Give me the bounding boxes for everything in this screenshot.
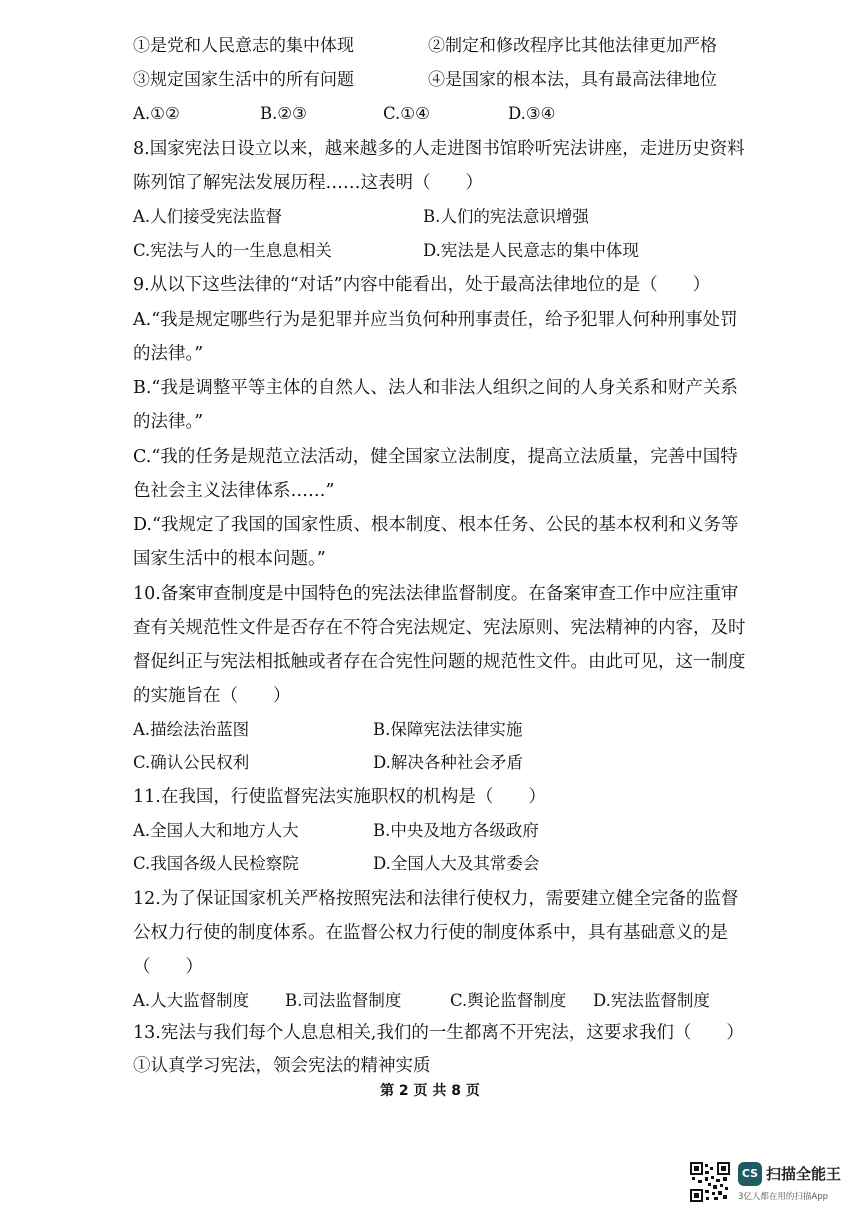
camscanner-logo-icon: CS <box>738 1162 762 1186</box>
q9-option-d-line1: D.“我规定了我国的国家性质、根本制度、根本任务、公民的基本权利和义务等 <box>133 515 739 535</box>
q8-option-d: D.宪法是人民意志的集中体现 <box>423 241 639 260</box>
q8-stem-line1: 8.国家宪法日设立以来，越来越多的人走进图书馆聆听宪法讲座，走进历史资料 <box>133 139 745 159</box>
q13-stem: 13.宪法与我们每个人息息相关,我们的一生都离不开宪法，这要求我们（ ） <box>133 1023 744 1043</box>
q13-statement-1: ①认真学习宪法，领会宪法的精神实质 <box>133 1056 431 1076</box>
q9-option-c-line2: 色社会主义法律体系……” <box>133 481 335 501</box>
q8-option-b: B.人们的宪法意识增强 <box>423 207 589 226</box>
q12-stem-line2: 公权力行使的制度体系。在监督公权力行使的制度体系中，具有基础意义的是 <box>133 923 728 943</box>
q7-statement-1: ①是党和人民意志的集中体现 <box>133 36 354 56</box>
q10-option-d: D.解决各种社会矛盾 <box>373 753 523 772</box>
q7-option-a: A.①② <box>133 104 180 123</box>
q8-stem-line2: 陈列馆了解宪法发展历程……这表明（ ） <box>133 173 483 193</box>
q12-option-c: C.舆论监督制度 <box>450 991 567 1010</box>
q7-option-c: C.①④ <box>383 104 430 123</box>
q12-stem-line1: 12.为了保证国家机关严格按照宪法和法律行使权力，需要建立健全完备的监督 <box>133 889 739 909</box>
q10-stem-line4: 的实施旨在（ ） <box>133 686 291 706</box>
q11-option-c: C.我国各级人民检察院 <box>133 854 299 873</box>
q10-stem-line2: 查有关规范性文件是否存在不符合宪法规定、宪法原则、宪法精神的内容，及时 <box>133 618 746 638</box>
q7-statement-3: ③规定国家生活中的所有问题 <box>133 70 354 90</box>
q11-stem: 11.在我国，行使监督宪法实施职权的机构是（ ） <box>133 787 546 807</box>
q12-option-a: A.人大监督制度 <box>133 991 250 1010</box>
q8-option-c: C.宪法与人的一生息息相关 <box>133 241 332 260</box>
q10-stem-line1: 10.备案审查制度是中国特色的宪法法律监督制度。在备案审查工作中应注重审 <box>133 584 739 604</box>
q12-option-d: D.宪法监督制度 <box>593 991 710 1010</box>
q10-option-b: B.保障宪法法律实施 <box>373 720 523 739</box>
q12-stem-line3: （ ） <box>133 957 203 977</box>
qr-code-icon <box>690 1162 730 1202</box>
q9-stem: 9.从以下这些法律的“对话”内容中能看出，处于最高法律地位的是（ ） <box>133 275 711 295</box>
q10-option-a: A.描绘法治蓝图 <box>133 720 250 739</box>
q12-option-b: B.司法监督制度 <box>285 991 402 1010</box>
q10-option-c: C.确认公民权利 <box>133 753 250 772</box>
q9-option-b-line1: B.“我是调整平等主体的自然人、法人和非法人组织之间的人身关系和财产关系 <box>133 378 738 398</box>
page-number: 第 2 页 共 8 页 <box>380 1083 480 1099</box>
q7-option-b: B.②③ <box>260 104 307 123</box>
q9-option-d-line2: 国家生活中的根本问题。” <box>133 549 326 569</box>
q9-option-a-line1: A.“我是规定哪些行为是犯罪并应当负何种刑事责任，给予犯罪人何种刑事处罚 <box>133 310 738 330</box>
q7-statement-2: ②制定和修改程序比其他法律更加严格 <box>428 36 717 56</box>
scanner-tagline: 3亿人都在用的扫描App <box>738 1192 829 1202</box>
q9-option-b-line2: 的法律。” <box>133 412 204 432</box>
q11-option-a: A.全国人大和地方人大 <box>133 821 299 840</box>
scanner-app-name: 扫描全能王 <box>766 1165 842 1183</box>
q10-stem-line3: 督促纠正与宪法相抵触或者存在合宪性问题的规范性文件。由此可见，这一制度 <box>133 652 746 672</box>
q11-option-b: B.中央及地方各级政府 <box>373 821 539 840</box>
q7-statement-4: ④是国家的根本法，具有最高法律地位 <box>428 70 717 90</box>
q11-option-d: D.全国人大及其常委会 <box>373 854 540 873</box>
q9-option-a-line2: 的法律。” <box>133 344 204 364</box>
q7-option-d: D.③④ <box>508 104 556 123</box>
q9-option-c-line1: C.“我的任务是规范立法活动，健全国家立法制度，提高立法质量，完善中国特 <box>133 447 738 467</box>
q8-option-a: A.人们接受宪法监督 <box>133 207 283 226</box>
